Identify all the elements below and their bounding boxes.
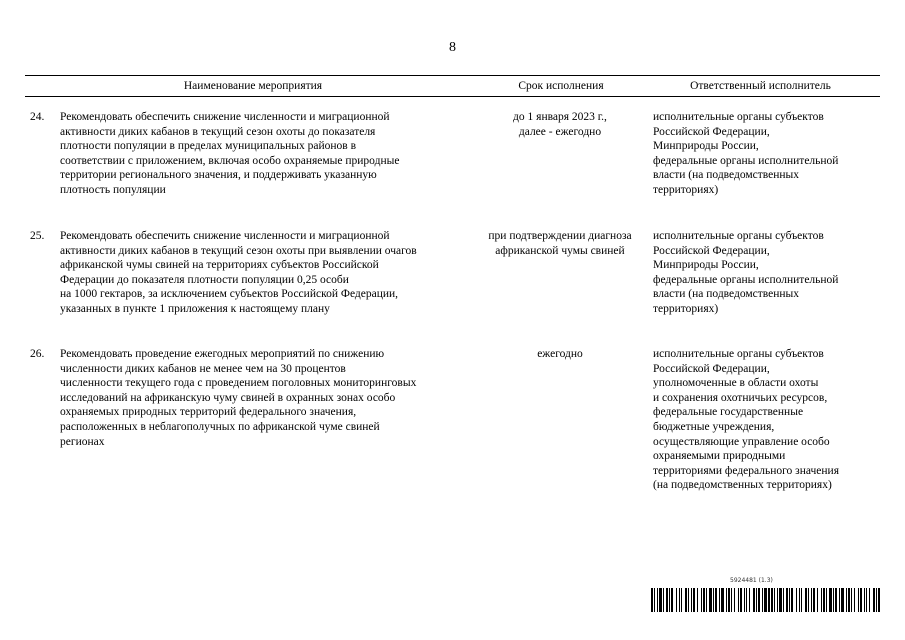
barcode-bar xyxy=(777,588,778,612)
barcode-bar xyxy=(858,588,859,612)
barcode-bar xyxy=(779,588,782,612)
barcode-bar xyxy=(841,588,844,612)
barcode-bar xyxy=(866,588,867,612)
table-header-rule xyxy=(25,96,880,97)
barcode-bar xyxy=(762,588,763,612)
barcode-bar xyxy=(786,588,788,612)
header-responsible: Ответственный исполнитель xyxy=(690,80,831,92)
barcode-bar xyxy=(805,588,807,612)
barcode-bar xyxy=(783,588,784,612)
barcode-bar xyxy=(740,588,742,612)
barcode-bar xyxy=(676,588,677,612)
barcode-bar xyxy=(728,588,730,612)
barcode-bar xyxy=(839,588,840,612)
barcode-bar xyxy=(823,588,825,612)
barcode-bar xyxy=(703,588,705,612)
barcode-bar xyxy=(709,588,712,612)
barcode-bar xyxy=(876,588,877,612)
barcode-bar xyxy=(654,588,655,612)
barcode-bar xyxy=(756,588,757,612)
barcode-bar xyxy=(833,588,834,612)
barcode-bar xyxy=(734,588,735,612)
header-term: Срок исполнения xyxy=(518,80,604,92)
barcode-bar xyxy=(753,588,755,612)
barcode-bar xyxy=(826,588,827,612)
barcode-bar xyxy=(719,588,720,612)
barcode-bar xyxy=(721,588,724,612)
barcode-bar xyxy=(726,588,727,612)
barcode-bar xyxy=(774,588,775,612)
row-responsible: исполнительные органы субъектов Российской Федерации, Минприроды России, федеральные органы исполнительной власти (на подведомственных территориях) xyxy=(653,230,839,315)
row-number: 24. xyxy=(30,111,45,123)
barcode-bar xyxy=(848,588,850,612)
barcode-bar xyxy=(801,588,802,612)
row-text: Рекомендовать обеспечить снижение численности и миграционной активности диких кабанов в текущий сезон охоты при выявлении очагов африканской чумы свиней на территориях субъектов Российской Федерации до показателя плотности популяции 0,25 особи на 1000 гектаров, за исключением субъектов Российской Федерации, указанных в пункте 1 приложения к настоящему плану xyxy=(60,230,417,315)
barcode-bar xyxy=(864,588,865,612)
page-number: 8 xyxy=(449,40,456,55)
barcode-bar xyxy=(764,588,767,612)
barcode-bar xyxy=(666,588,668,612)
header-name: Наименование мероприятия xyxy=(183,80,323,92)
row-term: до 1 января 2023 г., далее - ежегодно xyxy=(513,111,607,138)
barcode-bar xyxy=(789,588,790,612)
barcode-bar xyxy=(706,588,707,612)
barcode-bar xyxy=(808,588,809,612)
barcode-bar xyxy=(878,588,880,612)
barcode-bar xyxy=(713,588,714,612)
barcode-bar xyxy=(738,588,739,612)
barcode-bar xyxy=(846,588,847,612)
barcode-bar xyxy=(796,588,797,612)
barcode-bar xyxy=(860,588,862,612)
row-responsible: исполнительные органы субъектов Российской Федерации, уполномоченные в области охоты и сохранения охотничьих ресурсов, федеральные государственные бюджетные учреждения, осуществляющие управление особо охраняемыми природными территориями федерального значения (на подведомственных территориях) xyxy=(653,348,839,492)
barcode-bar xyxy=(746,588,747,612)
barcode-bar xyxy=(758,588,760,612)
barcode-bar xyxy=(671,588,673,612)
barcode-bar xyxy=(749,588,750,612)
barcode-bar xyxy=(685,588,687,612)
barcode-bar xyxy=(693,588,695,612)
barcode-bar xyxy=(829,588,832,612)
barcode-bar xyxy=(817,588,818,612)
barcode-bar xyxy=(657,588,658,612)
row-text: Рекомендовать проведение ежегодных мероприятий по снижению численности диких кабанов не менее чем на 30 процентов численности текущего года с проведением поголовных мониторинговых исследований на африканскую чуму свиней в охранных зонах особо охраняемых природных территорий федерального значения, расположенных в неблагополучных по африканской чуме свиней регионах xyxy=(60,348,417,448)
row-term: при подтверждении диагноза африканской чумы свиней xyxy=(488,230,632,257)
barcode-bar xyxy=(688,588,689,612)
barcode-label: 5924481 (1.3) xyxy=(730,577,773,584)
row-term: ежегодно xyxy=(537,348,583,360)
barcode-bar xyxy=(869,588,870,612)
barcode-bar xyxy=(701,588,702,612)
row-responsible: исполнительные органы субъектов Российской Федерации, Минприроды России, федеральные органы исполнительной власти (на подведомственных территориях) xyxy=(653,111,839,196)
barcode-bar xyxy=(811,588,812,612)
barcode-bar xyxy=(659,588,662,612)
row-number: 26. xyxy=(30,348,45,360)
barcode-bar xyxy=(744,588,745,612)
barcode-bar xyxy=(768,588,770,612)
barcode-bar xyxy=(835,588,837,612)
barcode-bar xyxy=(771,588,773,612)
barcode-bar xyxy=(791,588,793,612)
row-text: Рекомендовать обеспечить снижение численности и миграционной активности диких кабанов в текущий сезон охоты до показателя плотности популяции в пределах муниципальных районов в соответствии с приложением, включая особо охраняемые природные территории регионального значения, и поддерживать указанную плотность популяции xyxy=(60,111,400,196)
barcode-bar xyxy=(691,588,692,612)
barcode-bar xyxy=(715,588,717,612)
barcode-bar xyxy=(679,588,680,612)
barcode-bar xyxy=(681,588,682,612)
barcode-bar xyxy=(873,588,875,612)
table-top-rule xyxy=(25,75,880,76)
barcode-bar xyxy=(651,588,653,612)
barcode-bar xyxy=(799,588,800,612)
barcode-bar xyxy=(669,588,670,612)
barcode-image xyxy=(651,588,880,612)
row-number: 25. xyxy=(30,230,45,242)
barcode-bar xyxy=(697,588,698,612)
barcode-bar xyxy=(813,588,815,612)
barcode-bar xyxy=(821,588,822,612)
barcode-bar xyxy=(731,588,732,612)
barcode-bar xyxy=(851,588,852,612)
barcode-bar xyxy=(663,588,664,612)
barcode-bar xyxy=(854,588,855,612)
